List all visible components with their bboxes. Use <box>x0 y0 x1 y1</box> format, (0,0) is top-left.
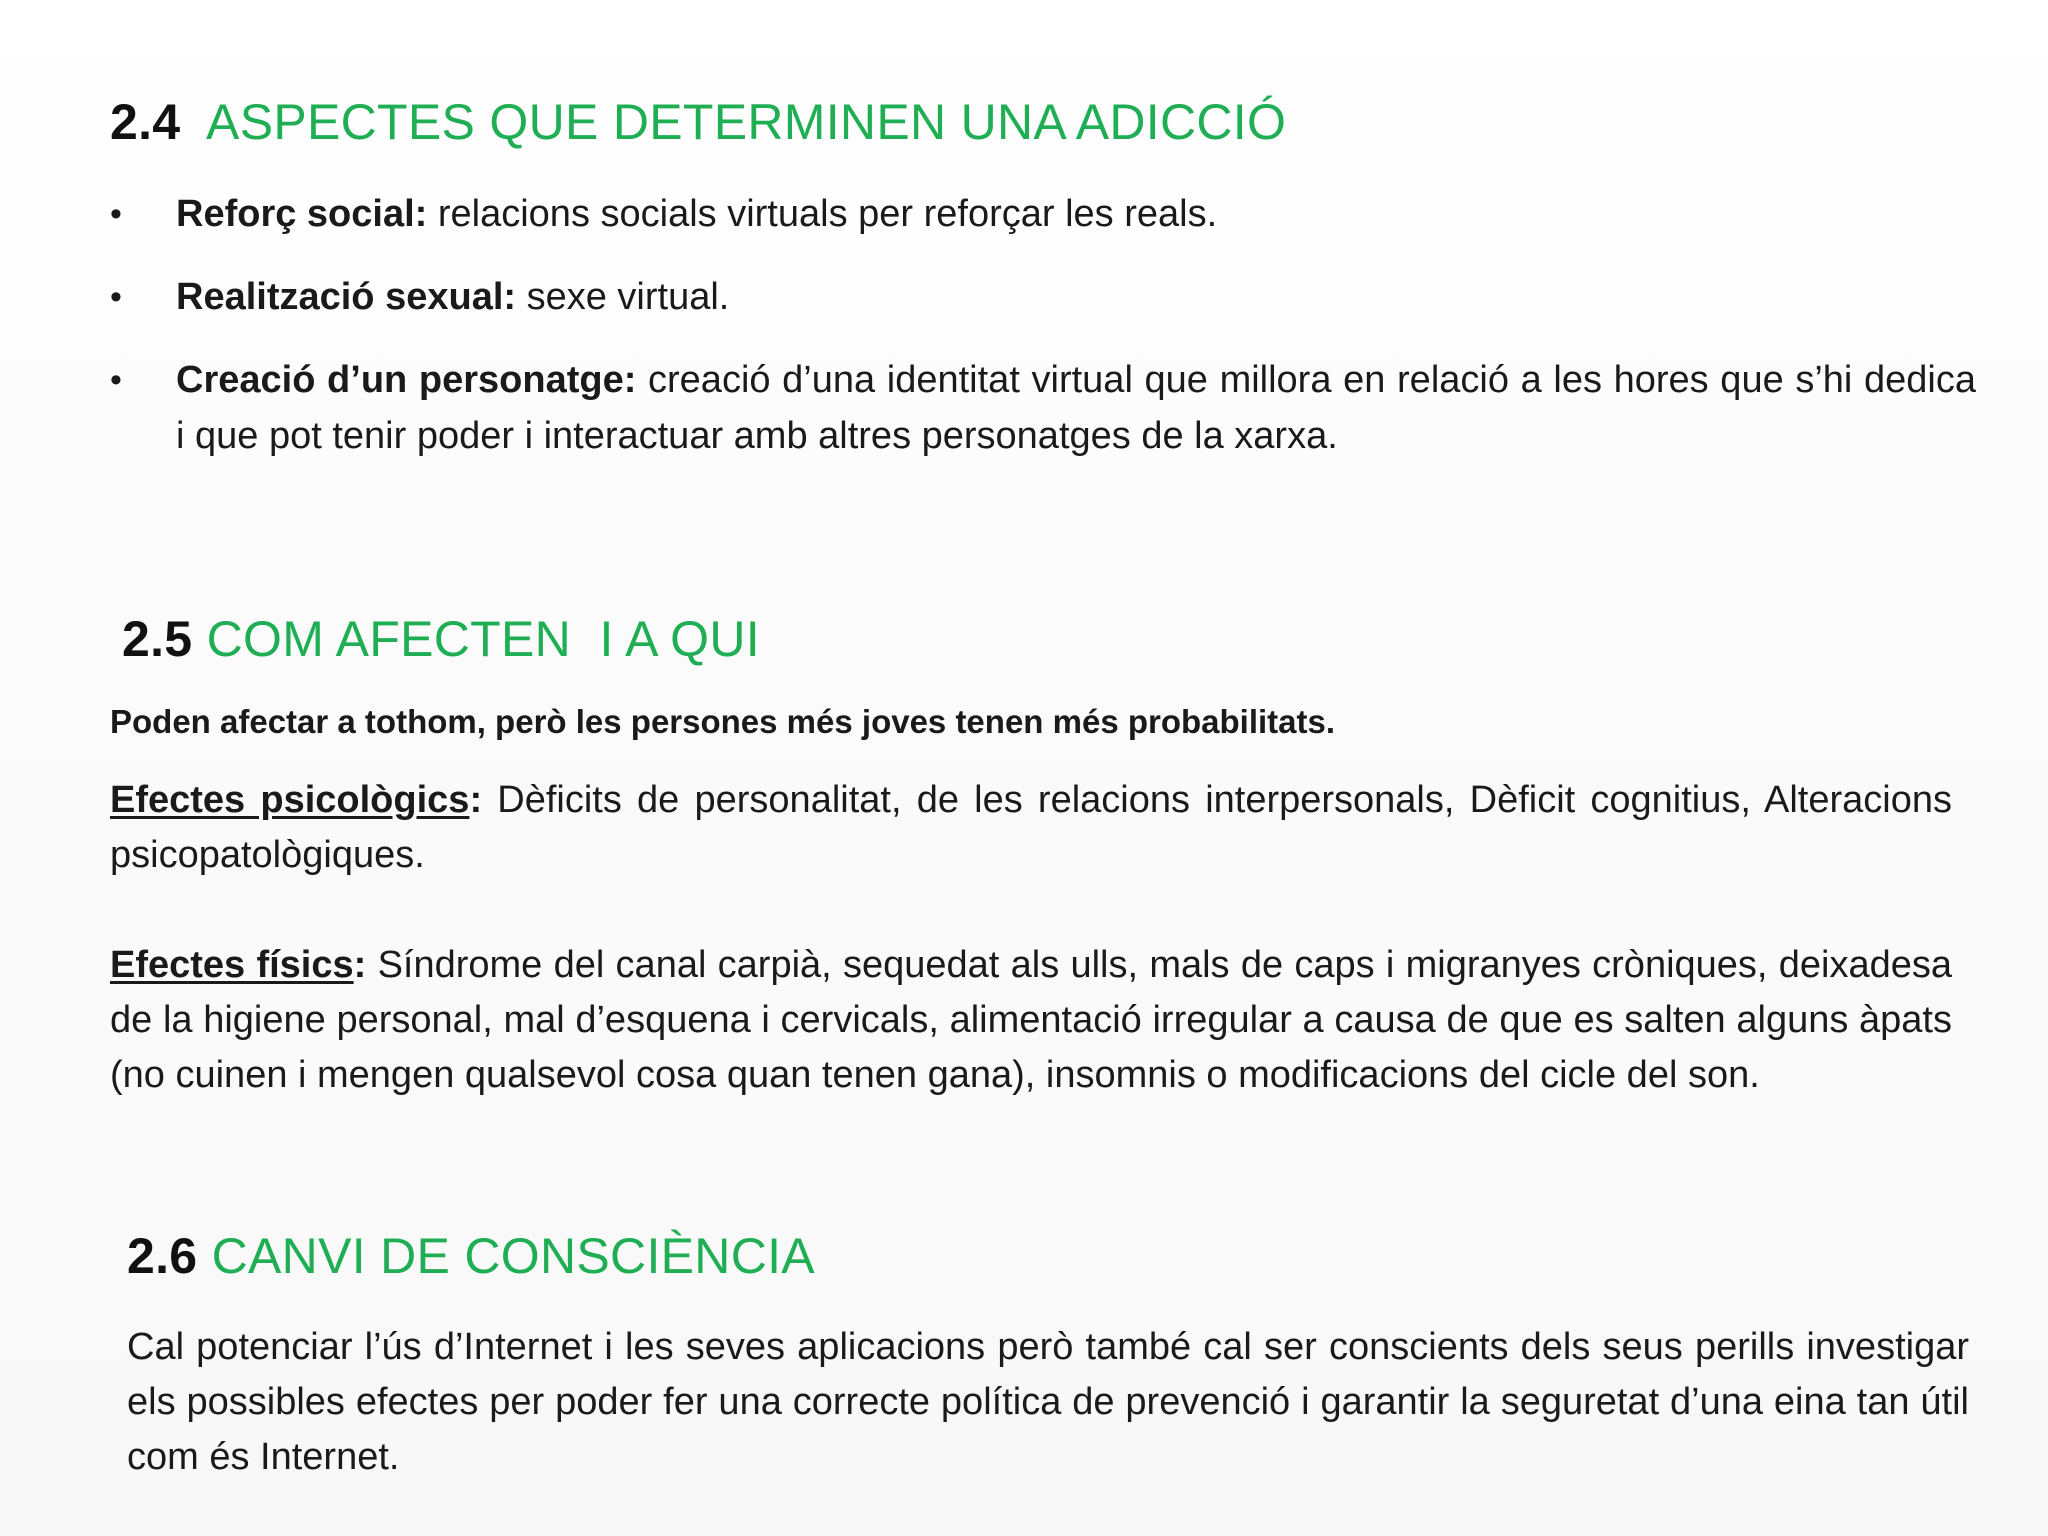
bullet-icon: • <box>110 361 122 399</box>
list-item <box>110 352 1976 464</box>
bullet-icon: • <box>110 278 122 316</box>
psychological-effects <box>110 773 1952 883</box>
label-colon: : <box>353 944 367 986</box>
bullet-list <box>110 186 1976 491</box>
label-colon: : <box>469 779 483 821</box>
bullet-text: relacions socials virtuals per reforçar les reals. <box>427 193 1218 235</box>
bullet-text: creació d’una identitat virtual que millora en relació a les hores que s’hi dedica i que pot tenir poder i interactuar amb altres personatges de la xarxa. <box>176 359 1976 457</box>
psychological-effects-text: Dèficits de personalitat, de les relacions interpersonals, Dèficit cognitius, Alteracions psicopatològiques. <box>110 779 1952 876</box>
list-item <box>110 269 1976 325</box>
section-intro: Poden afectar a tothom, però les persones més joves tenen més probabilitats. <box>110 703 1336 740</box>
section-number: 2.4 <box>110 94 181 150</box>
list-item <box>110 186 1976 242</box>
section-number: 2.5 <box>122 611 193 667</box>
section-2-5-heading <box>122 611 760 667</box>
section-2-6-text: Cal potenciar l’ús d’Internet i les seves aplicacions però també cal ser conscients dels seus perills investigar els possibles efectes per poder fer una correcte política de prevenció i garantir la seguretat d’una eina tan útil com és Internet. <box>127 1326 1969 1478</box>
bullet-label: Realització sexual: <box>176 276 517 318</box>
bullet-icon: • <box>110 195 122 233</box>
bullet-label: Reforç social: <box>176 193 428 235</box>
section-2-6-heading <box>127 1228 815 1284</box>
section-title: CANVI DE CONSCIÈNCIA <box>211 1228 815 1284</box>
section-title: COM AFECTEN I A QUI <box>206 611 760 667</box>
bullet-text: sexe virtual. <box>516 276 730 318</box>
physical-effects-label: Efectes físics <box>110 944 354 986</box>
section-number: 2.6 <box>127 1228 198 1284</box>
physical-effects <box>110 938 1952 1103</box>
section-2-4-heading <box>110 94 1287 150</box>
section-title: ASPECTES QUE DETERMINEN UNA ADICCIÓ <box>206 94 1287 150</box>
psychological-effects-label: Efectes psicològics <box>110 779 470 821</box>
bullet-label: Creació d’un personatge: <box>176 359 637 401</box>
physical-effects-text: Síndrome del canal carpià, sequedat als ulls, mals de caps i migranyes cròniques, deixadesa de la higiene personal, mal d’esquena i cervicals, alimentació irregular a causa de que es salten alguns àpats (no cuinen i mengen qualsevol cosa quan tenen gana), insomnis o modificacions del cicle del son. <box>110 944 1952 1096</box>
